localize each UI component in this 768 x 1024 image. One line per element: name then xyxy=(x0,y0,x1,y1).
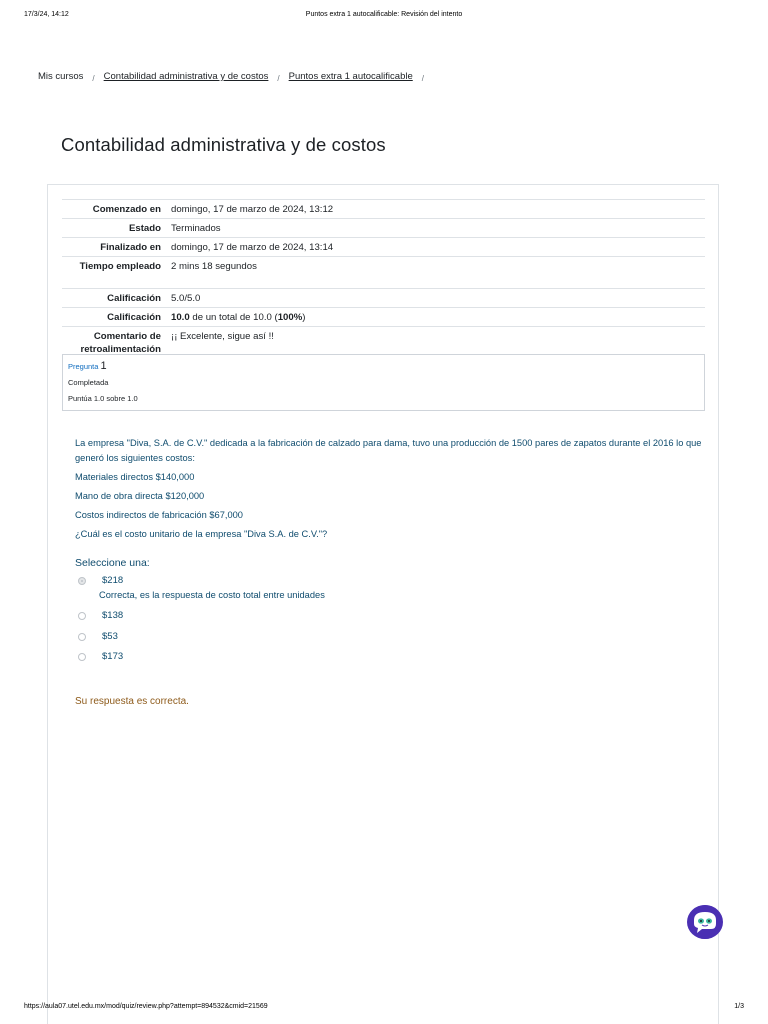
question-paragraph: Mano de obra directa $120,000 xyxy=(75,491,205,501)
question-paragraph: La empresa "Diva, S.A. de C.V." dedicada a la fabricación de calzado para dama, tuvo una producción de 1500 pares de zapatos durante el 2016 lo que generó los siguientes costos: xyxy=(75,438,702,463)
answer-label: $218 xyxy=(102,575,124,586)
chat-bot-icon xyxy=(687,905,723,939)
grade-close: ) xyxy=(302,312,306,323)
print-datetime: 17/3/24, 14:12 xyxy=(24,11,69,18)
breadcrumb-separator: / xyxy=(92,74,95,83)
answer-option[interactable] xyxy=(78,631,118,642)
grade-total: de un total de 10.0 ( xyxy=(189,312,278,323)
select-prompt: Seleccione una: xyxy=(75,557,150,569)
breadcrumb-quiz[interactable]: Puntos extra 1 autocalificable xyxy=(288,71,413,82)
breadcrumb-mis-cursos[interactable]: Mis cursos xyxy=(38,71,84,82)
breadcrumb-separator: / xyxy=(421,74,424,83)
summary-label: Comentario de retroalimentación xyxy=(80,331,161,355)
summary-row-state xyxy=(62,219,705,238)
question-paragraph: Materiales directos $140,000 xyxy=(75,472,195,482)
question-number-value: 1 xyxy=(100,360,107,372)
radio-selected-icon[interactable] xyxy=(78,577,86,585)
summary-row-grade xyxy=(62,308,705,327)
attempt-summary-table xyxy=(62,199,705,358)
breadcrumb xyxy=(38,71,433,82)
breadcrumb-course[interactable]: Contabilidad administrativa y de costos xyxy=(103,71,269,82)
summary-label: Tiempo empleado xyxy=(79,261,161,272)
summary-row-started xyxy=(62,200,705,219)
general-feedback: Su respuesta es correcta. xyxy=(75,696,189,707)
print-footer xyxy=(0,1003,768,1015)
summary-value: domingo, 17 de marzo de 2024, 13:12 xyxy=(171,204,334,215)
print-page-number: 1/3 xyxy=(734,1003,744,1010)
answer-option[interactable] xyxy=(78,651,123,662)
summary-row-marks xyxy=(62,289,705,308)
answer-label: $53 xyxy=(102,631,118,642)
specific-feedback: Correcta, es la respuesta de costo total entre unidades xyxy=(99,590,325,600)
summary-label: Comenzado en xyxy=(92,204,161,215)
answer-label: $138 xyxy=(102,610,124,621)
grade-value: 10.0 xyxy=(171,312,190,323)
question-number xyxy=(68,360,107,372)
summary-value: Terminados xyxy=(171,223,221,234)
question-state: Completada xyxy=(68,378,109,387)
summary-value xyxy=(171,308,705,327)
summary-row-time xyxy=(62,257,705,289)
grade-percent: 100% xyxy=(277,312,303,323)
summary-label: Calificación xyxy=(107,312,161,323)
radio-icon[interactable] xyxy=(78,653,86,661)
question-grade: Puntúa 1.0 sobre 1.0 xyxy=(68,394,138,403)
page-title: Contabilidad administrativa y de costos xyxy=(61,134,386,155)
answer-label: $173 xyxy=(102,651,124,662)
summary-label: Estado xyxy=(129,223,161,234)
print-page-title: Puntos extra 1 autocalificable: Revisión del intento xyxy=(305,11,463,18)
answer-option[interactable] xyxy=(78,575,123,586)
summary-value: 5.0/5.0 xyxy=(171,293,201,304)
radio-icon[interactable] xyxy=(78,633,86,641)
question-number-label: Pregunta xyxy=(68,362,99,371)
summary-label: Finalizado en xyxy=(100,242,161,253)
summary-row-finished xyxy=(62,238,705,257)
print-url: https://aula07.utel.edu.mx/mod/quiz/review.php?attempt=894532&cmid=21569 xyxy=(24,1003,268,1010)
breadcrumb-separator: / xyxy=(277,74,280,83)
summary-value: ¡¡ Excelente, sigue así !! xyxy=(171,331,274,342)
summary-value: 2 mins 18 segundos xyxy=(171,261,257,272)
summary-value: domingo, 17 de marzo de 2024, 13:14 xyxy=(171,242,334,253)
answer-option[interactable] xyxy=(78,610,123,621)
question-paragraph: Costos indirectos de fabricación $67,000 xyxy=(75,510,243,520)
print-header xyxy=(0,11,768,23)
chat-widget-button[interactable] xyxy=(687,905,723,939)
question-info-box xyxy=(62,354,705,411)
summary-label: Calificación xyxy=(107,293,161,304)
question-text xyxy=(75,436,705,542)
question-paragraph: ¿Cuál es el costo unitario de la empresa "Diva S.A. de C.V."? xyxy=(75,529,328,539)
radio-icon[interactable] xyxy=(78,612,86,620)
